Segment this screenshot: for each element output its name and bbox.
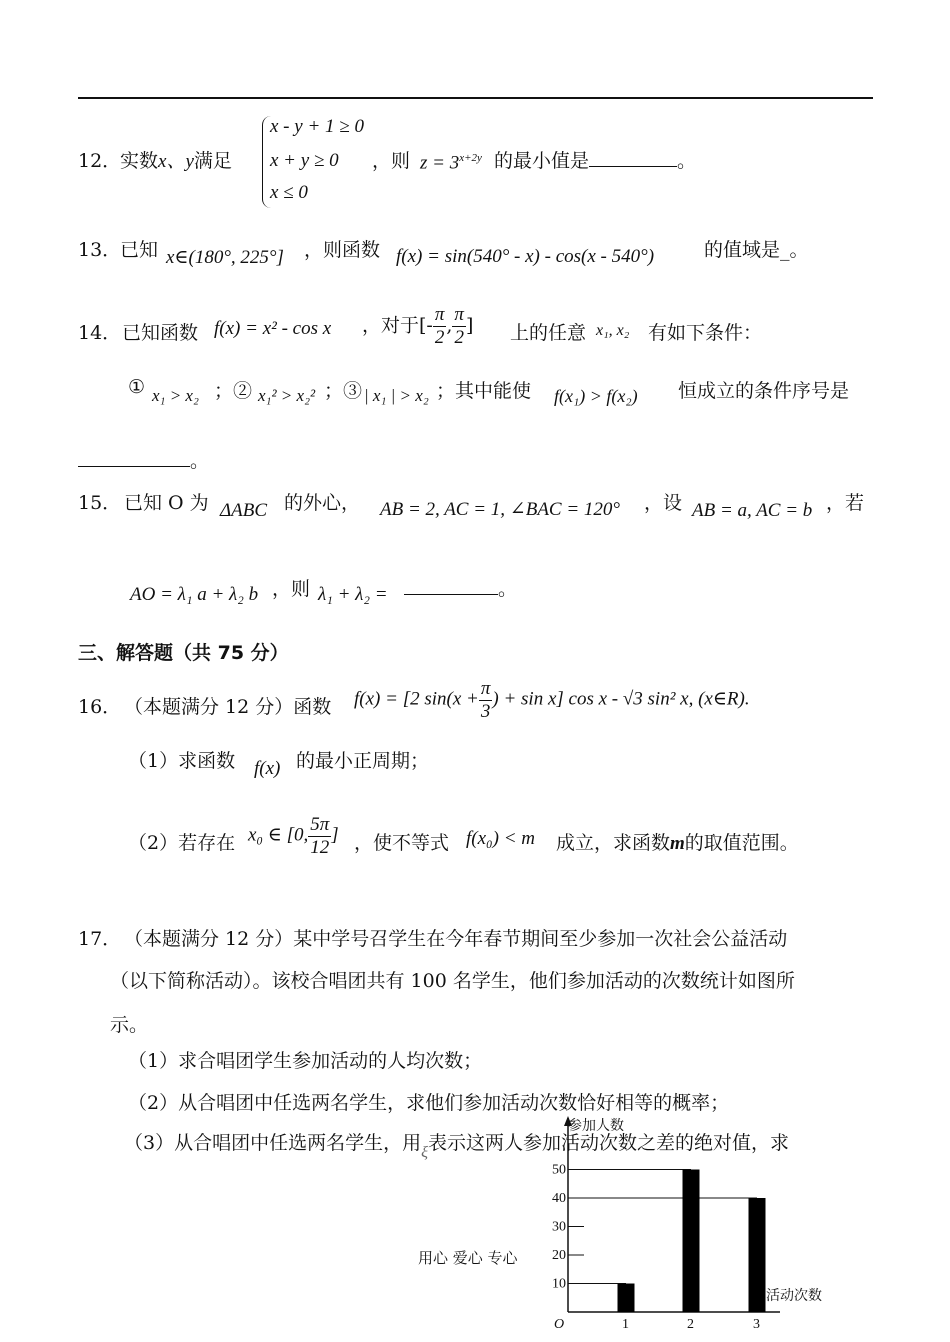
q14-answer-line: 。 <box>78 446 209 473</box>
q16-part-1: （1）求函数 <box>128 750 236 772</box>
q14-cond-1-mark: ① <box>128 376 146 398</box>
q12-lead: 实数x、y满足 <box>120 150 232 172</box>
q14-lead: 已知函数 <box>122 322 199 344</box>
y-tick-label: 40 <box>552 1191 566 1206</box>
q16-part-2-ineq: f(x₀) < m <box>466 828 536 849</box>
q14-cond-tail-2: 恒成立的条件序号是 <box>678 380 850 402</box>
y-tick-label: 50 <box>552 1162 566 1178</box>
q16-part-2-interval: x₀ ∈ [0, $\frac{5\pi}{12}$ ] <box>248 814 339 858</box>
q17-part-3: （3）从合唱团中任选两名学生，用$_\xi$表示这两人参加活动次数之差的绝对值，求 <box>124 1132 789 1161</box>
section-3-heading: 三、解答题（共 75 分） <box>78 642 289 664</box>
q15-lead: 已知 O 为 <box>124 492 209 514</box>
q14-tail: 有如下条件： <box>648 322 763 344</box>
q16-part-1-func: f(x) <box>254 758 281 779</box>
q12-expr: $z = 3^{x+2y}$ <box>420 152 482 174</box>
q14-func: f(x) = x² - cos x <box>214 318 332 339</box>
q17-part-1: （1）求合唱团学生参加活动的人均次数； <box>128 1050 483 1072</box>
q15-mid: 的外心， <box>284 492 361 514</box>
q13-lead: 已知 <box>120 239 159 261</box>
q17-part-2: （2）从合唱团中任选两名学生，求他们参加活动次数恰好相等的概率； <box>128 1092 730 1114</box>
q17-line-3: 示。 <box>110 1014 149 1036</box>
q14-number: 14． <box>78 322 122 344</box>
q16-number: 16． <box>78 696 122 718</box>
q16-part-2-mid: ，使不等式 <box>354 832 450 854</box>
q13-tail: 的值域是_。 <box>704 239 809 261</box>
q14-cond-1: x₁ > x₂ <box>152 386 199 405</box>
q13-mid: ，则函数 <box>304 239 381 261</box>
x-tick-label: 1 <box>622 1317 629 1332</box>
q15-answer: 。 <box>404 574 517 601</box>
q14-mid2: 上的任意 <box>510 322 587 344</box>
q15-sum: λ₁ + λ₂ = <box>318 584 388 605</box>
q13-func: f(x) = sin(540° - x) - cos(x - 540°) <box>396 246 655 267</box>
q12-then: ，则 <box>372 150 411 172</box>
q14-vars: x₁, x₂ <box>596 322 630 339</box>
y-tick-label: 10 <box>552 1276 566 1292</box>
q12-ineq-2: x + y ≥ 0 <box>270 150 339 171</box>
q12-ineq-3: x ≤ 0 <box>270 182 308 203</box>
q14-cond-3: | x₁ | > x₂ <box>364 386 429 405</box>
x-axis-label: 活动次数 <box>766 1289 822 1304</box>
q14-cond-2: x₁² > x₂² <box>258 386 316 405</box>
x-tick-label: 2 <box>687 1317 694 1332</box>
q15-number: 15． <box>78 492 122 514</box>
q16-part-1-tail: 的最小正周期； <box>296 750 430 772</box>
q15-triangle: ΔABC <box>220 500 268 521</box>
origin-label: O <box>554 1317 565 1332</box>
q17-number: 17． <box>78 928 122 950</box>
bar-2 <box>683 1170 700 1313</box>
q14-cond-2-mark: ；② <box>214 380 253 402</box>
q16-lead: （本题满分 12 分）函数 <box>124 696 332 718</box>
x-tick-label: 3 <box>753 1317 760 1332</box>
y-tick-label: 20 <box>552 1248 566 1263</box>
q12-number: 12． <box>78 150 122 172</box>
q12-ineq-1: x - y + 1 ≥ 0 <box>270 116 364 137</box>
q13-number: 13． <box>78 239 122 261</box>
bar-3 <box>749 1198 766 1312</box>
q14-cond-tail: ；其中能使 <box>436 380 532 402</box>
q17-line-1: （本题满分 12 分）某中学号召学生在今年春节期间至少参加一次社会公益活动 <box>124 928 788 950</box>
q14-cond-3-mark: ；③ <box>324 380 363 402</box>
q15-set: ，设 <box>644 492 683 514</box>
q15-given: AB = 2, AC = 1, ∠BAC = 120° <box>380 499 621 520</box>
q15-ruo: ，若 <box>826 492 865 514</box>
q16-part-2-tail: 成立，求函数m的取值范围。 <box>556 832 799 854</box>
q15-ao: AO = λ₁ a + λ₂ b <box>130 584 259 605</box>
q16-part-2: （2）若存在 <box>128 832 236 854</box>
bar-1 <box>618 1284 635 1313</box>
q17-line-2: （以下简称活动）。该校合唱团共有 100 名学生，他们参加活动的次数统计如图所 <box>110 970 795 992</box>
q14-interval: ，对于[- $\frac{\pi}{2}$ , $\frac{\pi}{2}$ ] <box>362 304 474 348</box>
q13-domain: x∈(180°, 225°] <box>166 247 284 268</box>
q12-tail: 的最小值是 。 <box>494 150 697 172</box>
footer-text: 用心 爱心 专心 <box>418 1249 518 1267</box>
q15-then: ，则 <box>272 578 311 600</box>
q15-vectors: AB = a, AC = b <box>692 500 813 521</box>
y-tick-label: 30 <box>552 1219 566 1235</box>
q16-func: f(x) = [2 sin(x + $\frac{\pi}{3}$ ) + sin x] cos x - √3 sin² x, (x∈R). <box>354 678 750 722</box>
y-axis-label: 参加人数 <box>568 1119 624 1134</box>
q14-ineq: f(x₁) > f(x₂) <box>554 386 638 406</box>
